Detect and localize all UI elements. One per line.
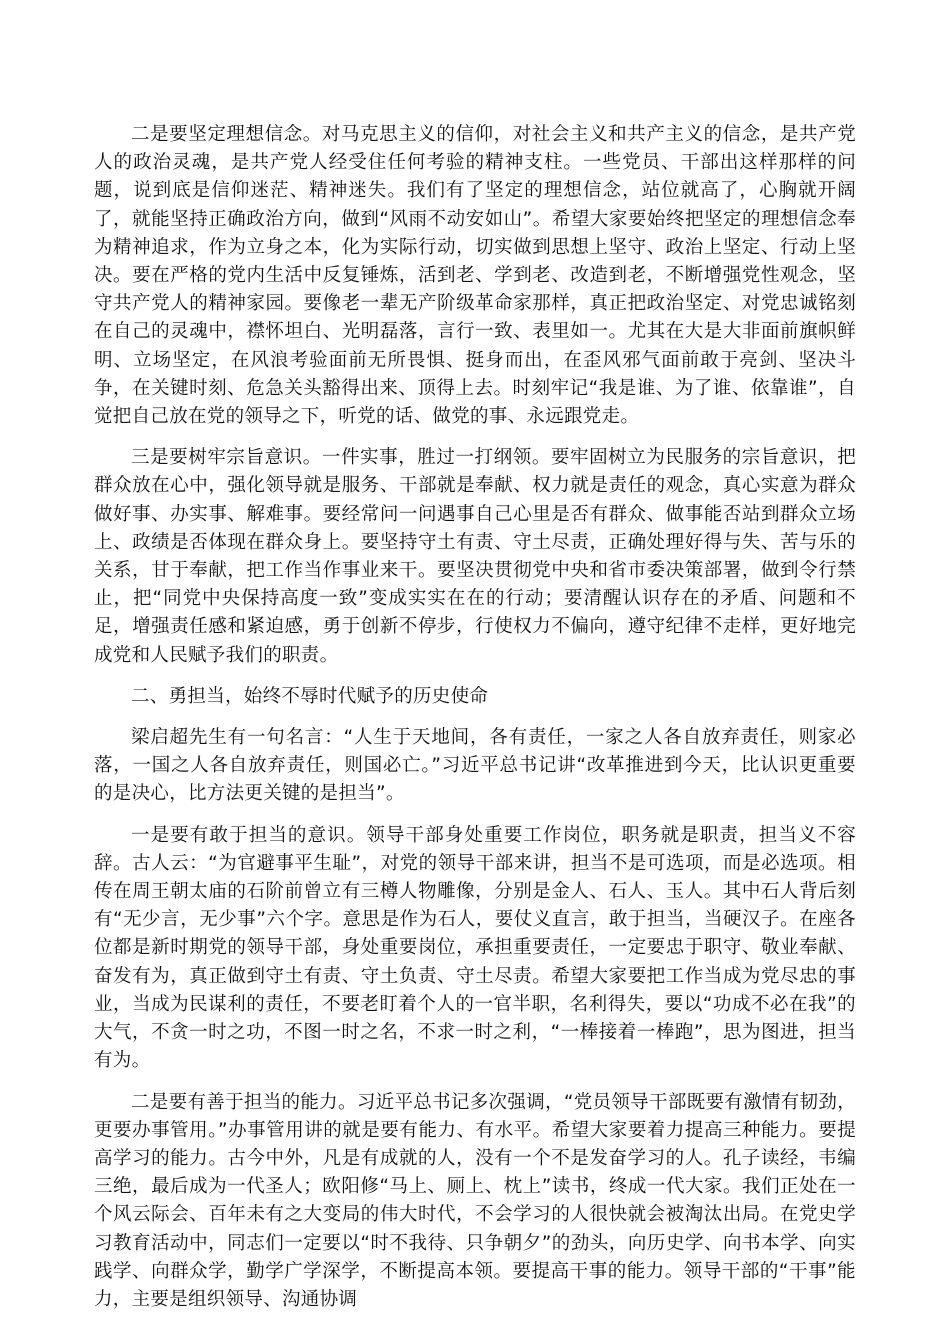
paragraph-liang-qichao: 梁启超先生有一句名言：“人生于天地间，各有责任，一家之人各自放弃责任，则家必落，一国之人各自放弃责任，则国必亡。”习近平总书记讲“改革推进到今天，比认识更重要的是决心，比方法更关键的是担当”。 bbox=[94, 727, 856, 805]
paragraph-courage: 一是要有敢于担当的意识。领导干部身处重要工作岗位，职务就是职责，担当义不容辞。古人云：“为官避事平生耻”，对党的领导干部来讲，担当不是可选项，而是必选项。相传在周王朝太庙的石阶前曾立有三樽人物雕像，分别是金人、石人、玉人。其中石人背后刻有“无少言，无少事”六个字。意思是作为石人，要仗义直言，敢于担当，当硬汉子。在座各位都是新时期党的领导干部，身处重要岗位，承担重要责任，一定要忠于职守、敬业奉献、奋发有为，真正做到守土有责、守土负责、守土尽责。希望大家要把工作当成为党尽忠的事业，当成为民谋利的责任，不要老盯着个人的一官半职，名利得失，要以“功成不必在我”的大气，不贪一时之功，不图一时之名，不求一时之利，“一棒接着一棒跑”，思为图进，担当有为。 bbox=[94, 824, 856, 1072]
document-body bbox=[94, 121, 856, 1327]
paragraph-ideals: 二是要坚定理想信念。对马克思主义的信仰，对社会主义和共产主义的信念，是共产党人的政治灵魂，是共产党人经受住任何考验的精神支柱。一些党员、干部出这样那样的问题，说到底是信仰迷茫、精神迷失。我们有了坚定的理想信念，站位就高了，心胸就开阔了，就能坚持正确政治方向，做到“风雨不动安如山”。希望大家要始终把坚定的理想信念奉为精神追求，作为立身之本，化为实际行动，切实做到思想上坚守、政治上坚定、行动上坚决。要在严格的党内生活中反复锤炼，活到老、学到老、改造到老，不断增强党性观念，坚守共产党人的精神家园。要像老一辈无产阶级革命家那样，真正把政治坚定、对党忠诚铭刻在自己的灵魂中，襟怀坦白、光明磊落，言行一致、表里如一。尤其在大是大非面前旗帜鲜明、立场坚定，在风浪考验面前无所畏惧、挺身而出，在歪风邪气面前敢于亮剑、坚决斗争，在关键时刻、危急关头豁得出来、顶得上去。时刻牢记“我是谁、为了谁、依靠谁”，自觉把自己放在党的领导之下，听党的话、做党的事、永远跟党走。 bbox=[94, 124, 856, 428]
section-heading: 二、勇担当，始终不辱时代赋予的历史使命 bbox=[131, 685, 489, 707]
paragraph-purpose: 三是要树牢宗旨意识。一件实事，胜过一打纲领。要牢固树立为民服务的宗旨意识，把群众放在心中，强化领导就是服务、干部就是奉献、权力就是责任的观念，真心实意为群众做好事、办实事、解难事。要经常问一问遇事自己心里是否有群众、做事能否站到群众立场上、政绩是否体现在群众身上。要坚持守土有责、守土尽责，正确处理好得与失、苦与乐的关系，甘于奉献，把工作当作事业来干。要坚决贯彻党中央和省市委决策部署，做到令行禁止，把“同党中央保持高度一致”变成实实在在的行动；要清醒认识存在的矛盾、问题和不足，增强责任感和紧迫感，勇于创新不停步，行使权力不偏向，遵守纪律不走样，更好地完成党和人民赋予我们的职责。 bbox=[94, 447, 856, 666]
paragraph-ability: 二是要有善于担当的能力。习近平总书记多次强调，“党员领导干部既要有激情有韧劲，更要办事管用。”办事管用讲的就是要有能力、有水平。希望大家要着力提高三种能力。要提高学习的能力。古今中外，凡是有成就的人，没有一个不是发奋学习的人。孔子读经，韦编三绝，最后成为一代圣人；欧阳修“马上、厕上、枕上”读书，终成一代大家。我们正处在一个风云际会、百年未有之大变局的伟大时代，不会学习的人很快就会被淘汰出局。在党史学习教育活动中，同志们一定要以“时不我待、只争朝夕”的劲头，向历史学、向书本学、向实践学、向群众学，勤学广学深学，不断提高本领。要提高干事的能力。领导干部的“干事”能力，主要是组织领导、沟通协调 bbox=[94, 1091, 856, 1310]
